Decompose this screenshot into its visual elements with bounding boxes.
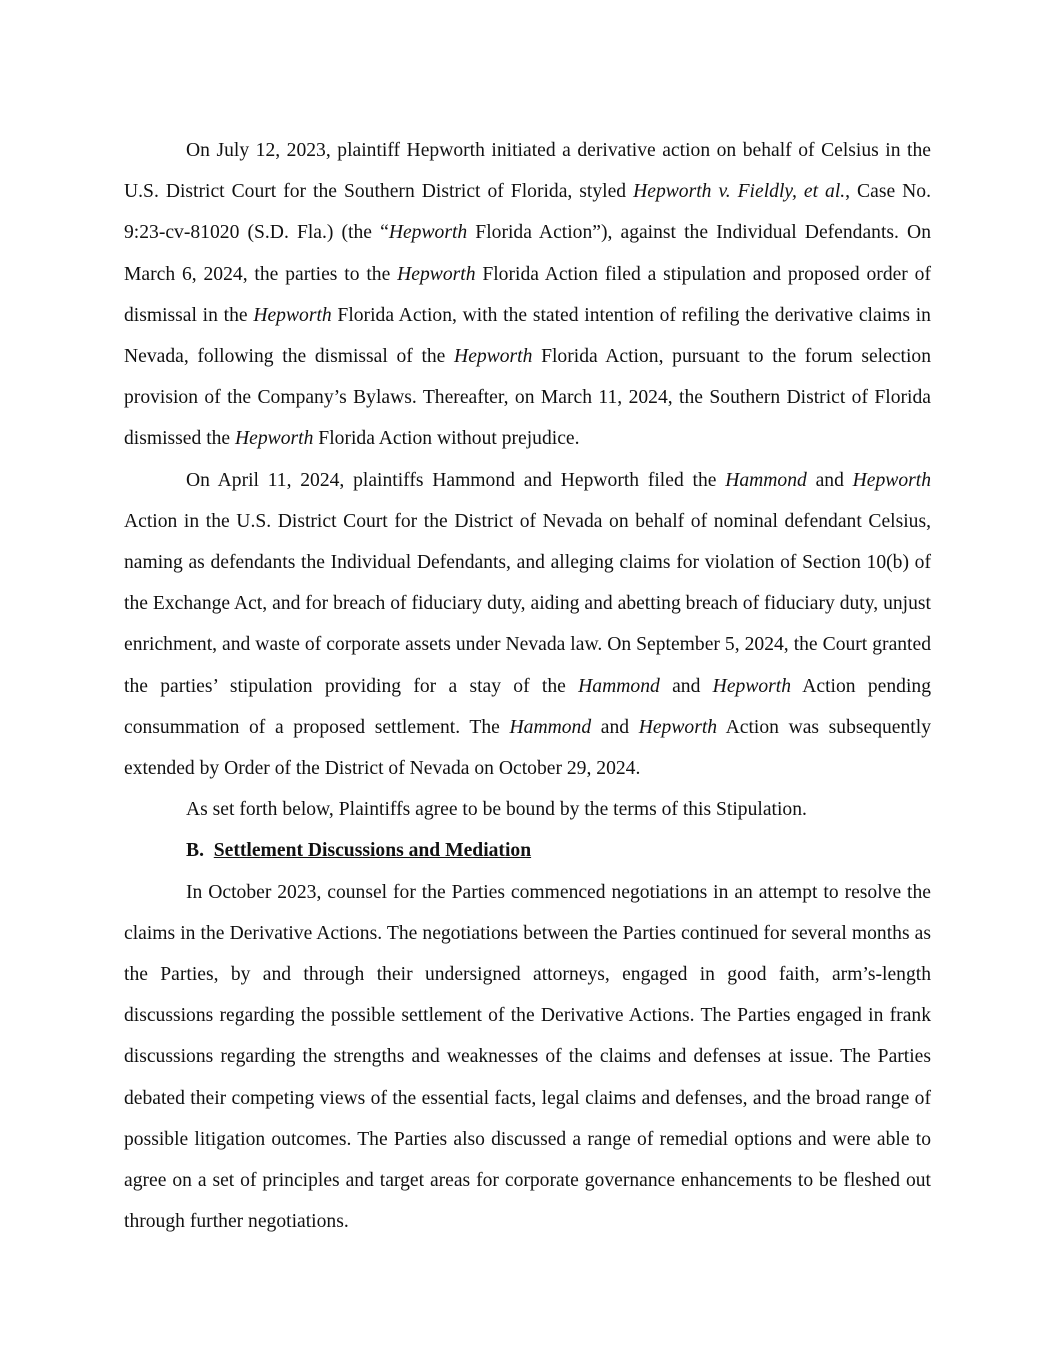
italic-case-name: Hepworth [253, 304, 332, 326]
italic-case-name: Hepworth [397, 263, 476, 285]
section-title: Settlement Discussions and Mediation [213, 840, 532, 862]
paragraph-settlement-negotiations [124, 872, 931, 1243]
paragraph-hepworth-florida-action [124, 130, 931, 460]
italic-case-name: Hepworth [638, 716, 718, 738]
text-run: , Case No. 9:23-cv-81020 (S.D. Fla.) (the “ [124, 181, 931, 244]
section-heading [124, 830, 931, 871]
text-run: Florida Action, pursuant to the forum selection provision of the Company’s Bylaws. Thereafter, on March 11, 2024, the Southern District of Florida dismissed the [124, 346, 931, 450]
italic-case-name: Hepworth [454, 346, 533, 368]
text-run: As set forth below, Plaintiffs agree to be bound by the terms of this Stipulation. [186, 799, 807, 821]
text-run: Florida Action without prejudice. [313, 428, 580, 450]
text-run: and [806, 469, 853, 491]
text-run: In October 2023, counsel for the Parties commenced negotiations in an attempt to resolve the claims in the Derivative Actions. The negotiations between the Parties continued for several months as the Parties, by and through their undersigned attorneys, engaged in good faith, arm’s-length discussions regarding the possible settlement of the Derivative Actions. The Parties engaged in frank discussions regarding the strengths and weaknesses of the claims and defenses at issue. The Parties debated their competing views of the essential facts, legal claims and defenses, and the broad range of possible litigation outcomes. The Parties also discussed a range of remedial options and were able to agree on a set of principles and target areas for corporate governance enhancements to be fleshed out through further negotiations. [124, 881, 931, 1233]
italic-case-name: Hammond [509, 716, 592, 738]
italic-case-name: Hammond [725, 469, 807, 491]
italic-case-name: Hepworth [712, 675, 792, 697]
text-run: Action was subsequently extended by Order of the District of Nevada on October 29, 2024. [124, 716, 931, 780]
italic-case-name: Hepworth v. Fieldly, et al. [633, 181, 846, 203]
italic-case-name: Hepworth [388, 222, 468, 244]
text-run: and [659, 675, 713, 697]
italic-case-name: Hepworth [235, 428, 314, 450]
document-page [124, 130, 931, 1242]
italic-case-name: Hammond [578, 675, 660, 697]
text-run: Action pending consummation of a proposed settlement. The [124, 675, 932, 738]
section-letter: B. [186, 840, 204, 862]
text-run: On July 12, 2023, plaintiff Hepworth initiated a derivative action on behalf of Celsius in the U.S. District Court for the Southern District of Florida, styled [124, 140, 931, 203]
text-run: and [591, 716, 639, 738]
italic-case-name: Hepworth [852, 469, 931, 491]
paragraph-hammond-hepworth-action [124, 460, 931, 790]
text-run: Florida Action”), against the Individual Defendants. On March 6, 2024, the parties to the [124, 222, 931, 285]
text-run: Action in the U.S. District Court for the District of Nevada on behalf of nominal defendant Celsius, naming as defendants the Individual Defendants, and alleging claims for violation of Section 10(b) of the Exchange Act, and for breach of fiduciary duty, aiding and abetting breach of fiduciary duty, unjust enrichment, and waste of corporate assets under Nevada law. On September 5, 2024, the Court granted the parties’ stipulation providing for a stay of the [124, 510, 931, 697]
paragraph-plaintiffs-agree [124, 789, 931, 830]
text-run: On April 11, 2024, plaintiffs Hammond and Hepworth filed the [186, 469, 726, 491]
text-run: Florida Action filed a stipulation and proposed order of dismissal in the [124, 263, 931, 326]
text-run: Florida Action, with the stated intention of refiling the derivative claims in Nevada, following the dismissal of the [124, 304, 931, 368]
